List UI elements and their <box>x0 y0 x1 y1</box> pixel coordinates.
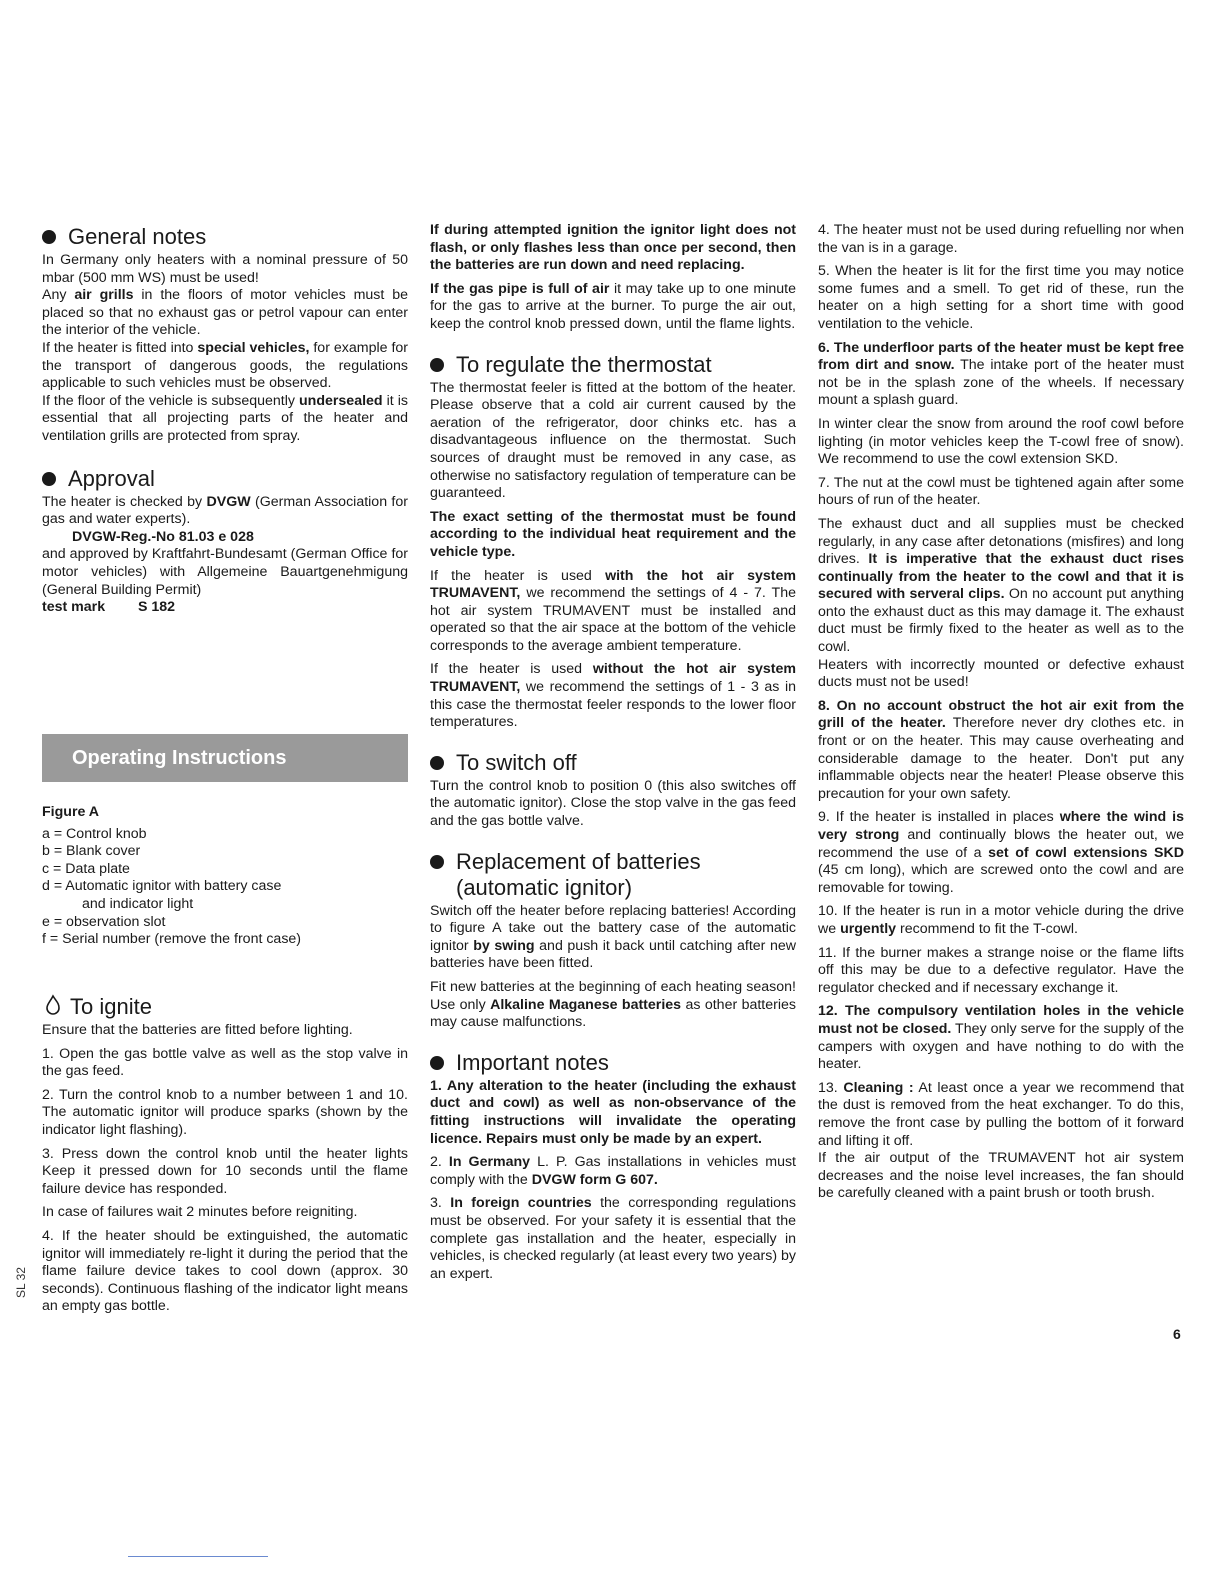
column-middle <box>430 222 796 1289</box>
general-notes-p3: If the heater is fitted into special vehicles, for example for the transport of dangerous goods, the regulations applicable to such vehicles must be observed. <box>42 339 409 392</box>
operating-instructions-banner: Operating Instructions <box>42 734 408 782</box>
switch-off-heading: To switch off <box>430 750 796 776</box>
thermostat-p3: If the heater is used with the hot air system TRUMAVENT, we recommend the settings of 4 - 7. The hot air system TRUMAVENT must be installed and operated so that the air space at the bottom of the vehicle corresponds to the average ambient temperature. <box>430 567 796 654</box>
list-item: d = Automatic ignitor with battery case <box>42 878 282 895</box>
note-7: 7. The nut at the cowl must be tightened again after some hours of run of the heater. <box>818 474 1184 509</box>
ignite-p4: In case of failures wait 2 minutes before reigniting. <box>42 1204 358 1221</box>
flame-icon <box>42 994 64 1016</box>
list-item: c = Data plate <box>42 860 130 877</box>
general-notes-p4: If the floor of the vehicle is subsequently undersealed it is essential that all projecting parts of the heater and ventilation grills are protected from spray. <box>42 392 408 444</box>
switch-off-p1: Turn the control knob to position 0 (this also switches off the automatic ignitor). Close the stop valve in the gas feed and the gas bottle valve. <box>430 777 796 830</box>
general-notes-heading: General notes <box>42 224 408 250</box>
batteries-subheading: (automatic ignitor) <box>456 874 633 900</box>
batteries-p2: Fit new batteries at the beginning of each heating season! Use only Alkaline Maganese batteries as other batteries may cause malfunctions. <box>430 979 797 1031</box>
to-ignite-section <box>42 994 408 1322</box>
note-13: 13. Cleaning : At least once a year we recommend that the dust is removed from the heat exchanger. To do this, remove the front case by pulling the bottom of it forward and lifting it off. <box>818 1079 1185 1149</box>
note-8: 8. On no account obstruct the hot air exit from the grill of the heater. Therefore never dry clothes etc. in front or on the heater. This may cause overheating and considerable damage to the heater. Don't put any inflammable objects near the heater! Please observe this precaution for your own safety. <box>818 697 1184 802</box>
page-number: 6 <box>1173 1326 1181 1342</box>
general-notes-p1: In Germany only heaters with a nominal pressure of 50 mbar (500 mm WS) must be used! <box>42 252 408 286</box>
ignite-p5: 4. If the heater should be extinguished, the automatic ignitor will immediately re-light it during the period that the flame failure device takes to cool down (approx. 30 seconds). Continuous flashing of the indicator light means an empty gas bottle. <box>42 1227 408 1315</box>
side-code: SL 32 <box>14 1267 28 1298</box>
important-notes-heading: Important notes <box>430 1050 796 1076</box>
note-12: 12. The compulsory ventilation holes in the vehicle must not be closed. They only serve for the supply of the campers with oxygen and have nothing to do with the heater. <box>818 1003 1184 1073</box>
note-6-winter: In winter clear the snow from around the roof cowl before lighting (in motor vehicles keep the T-cowl free of snow). We recommend to use the cowl extension SKD. <box>818 415 1184 468</box>
list-item: and indicator light <box>82 895 194 912</box>
column-right <box>818 222 1184 1209</box>
note-6: 6. The underfloor parts of the heater must be kept free from dirt and snow. The intake port of the heater must not be in the splash zone of the wheels. If necessary mount a splash guard. <box>818 339 1184 409</box>
ignite-p1: 1. Open the gas bottle valve as well as the stop valve in the gas feed. <box>42 1045 408 1080</box>
ignite-p0: Ensure that the batteries are fitted before lighting. <box>42 1022 353 1038</box>
thermostat-heading: To regulate the thermostat <box>430 352 796 378</box>
ignite-p3: 3. Press down the control knob until the heater lights Keep it pressed down for 10 seconds until the flame failure device has responded. <box>42 1145 408 1197</box>
approval-p1: The heater is checked by DVGW (German Association for gas and water experts). <box>42 493 408 528</box>
batteries-heading: Replacement of batteries <box>430 849 796 875</box>
note-11: 11. If the burner makes a strange noise or the flame lifts off this may be due to a defective regulator. Have the regulator checked and if necessary exchange it. <box>818 944 1184 996</box>
bullet-icon <box>42 472 56 486</box>
ignite-p2: 2. Turn the control knob to a number between 1 and 10. The automatic ignitor will produce sparks (shown by the indicator light flashing). <box>42 1086 408 1138</box>
figure-a-list <box>42 826 408 949</box>
note-5: 5. When the heater is lit for the first time you may notice some fumes and a smell. To get rid of these, run the heater on a high setting for a short time with good ventilation to the vehicle. <box>818 263 1184 332</box>
important-p3: 3. In foreign countries the corresponding regulations must be observed. For your safety it is essential that the complete gas installation and the heater, especially in vehicles, is checked regularly (at least every two years) by an expert. <box>430 1195 796 1282</box>
bullet-icon <box>430 855 444 869</box>
footer-rule <box>128 1556 268 1557</box>
bullet-icon <box>42 230 56 244</box>
note-9: 9. If the heater is installed in places where the wind is very strong and continually blows the heater out, we recommend the use of a set of cowl extensions SKD (45 cm long), which are screwed onto the cowl and are removable for towing. <box>818 809 1184 896</box>
gas-pipe-note: If the gas pipe is full of air it may take up to one minute for the gas to arrive at the burner. To purge the air out, keep the control knob pressed down, until the flame lights. <box>430 280 796 332</box>
note-7-exhaust: The exhaust duct and all supplies must be checked regularly, in any case after detonations (misfires) and long drives. It is imperative that the exhaust duct rises continually from the heater to the cowl and that it is secured with serveral clips. On no account put anything onto the exhaust duct as this may damage it. The exhaust duct must be firmly fixed to the heater as well as to the cowl. <box>818 515 1185 656</box>
thermostat-p1: The thermostat feeler is fitted at the bottom of the heater. Please observe that a cold air current caused by the aeration of the refrigerator, door chinks etc. has a disadvantageous influence on the thermostat. Such sources of draught must be removed in any case, as otherwise no satisfactory regulation of temperature can be guaranteed. <box>430 379 796 502</box>
note-4: 4. The heater must not be used during refuelling nor when the van is in a garage. <box>818 222 1184 256</box>
to-ignite-heading: To ignite <box>42 994 408 1020</box>
test-mark: test mark S 182 <box>42 599 176 616</box>
note-10: 10. If the heater is run in a motor vehicle during the drive we urgently recommend to fit the T-cowl. <box>818 903 1184 937</box>
list-item: f = Serial number (remove the front case) <box>42 931 302 948</box>
approval-p2: and approved by Kraftfahrt-Bundesamt (German Office for motor vehicles) with Allgemeine Bauartgenehmigung (General Building Permit) <box>42 546 408 598</box>
bullet-icon <box>430 358 444 372</box>
important-p2: 2. In Germany L. P. Gas installations in vehicles must comply with the DVGW form G 607. <box>430 1154 796 1188</box>
list-item: a = Control knob <box>42 825 147 842</box>
note-13-fan: If the air output of the TRUMAVENT hot air system decreases and the noise level increases, the fan should be carefully cleaned with a paint brush or tooth brush. <box>818 1150 1184 1202</box>
batteries-p1: Switch off the heater before replacing batteries! According to figure A take out the battery case of the automatic ignitor by swing and push it back until catching after new batteries have been fitted. <box>430 902 796 972</box>
approval-reg-number: DVGW-Reg.-No 81.03 e 028 <box>72 528 254 545</box>
ignition-warning: If during attempted ignition the ignitor light does not flash, or only flashes less than once per second, then the batteries are run down and need replacing. <box>430 222 796 274</box>
note-7-warning: Heaters with incorrectly mounted or defective exhaust ducts must not be used! <box>818 656 1184 691</box>
important-p1: 1. Any alteration to the heater (including the exhaust duct and cowl) as well as non-observance of the fitting instructions will invalidate the operating licence. Repairs must only be made by an expert. <box>430 1077 796 1147</box>
column-left <box>42 224 408 623</box>
list-item: e = observation slot <box>42 913 166 930</box>
thermostat-p4: If the heater is used without the hot air system TRUMAVENT, we recommend the settings of 1 - 3 as in this case the thermostat feeler responds to the lower floor temperatures. <box>430 661 796 731</box>
list-item: b = Blank cover <box>42 843 141 860</box>
figure-a-legend <box>42 804 408 949</box>
figure-a-title: Figure A <box>42 804 100 820</box>
bullet-icon <box>430 1056 444 1070</box>
general-notes-p2: Any air grills in the floors of motor vehicles must be placed so that no exhaust gas or petrol vapour can enter the interior of the vehicle. <box>42 287 408 339</box>
thermostat-p2: The exact setting of the thermostat must be found according to the individual heat requirement and the vehicle type. <box>430 508 796 560</box>
bullet-icon <box>430 756 444 770</box>
approval-heading: Approval <box>42 466 408 492</box>
